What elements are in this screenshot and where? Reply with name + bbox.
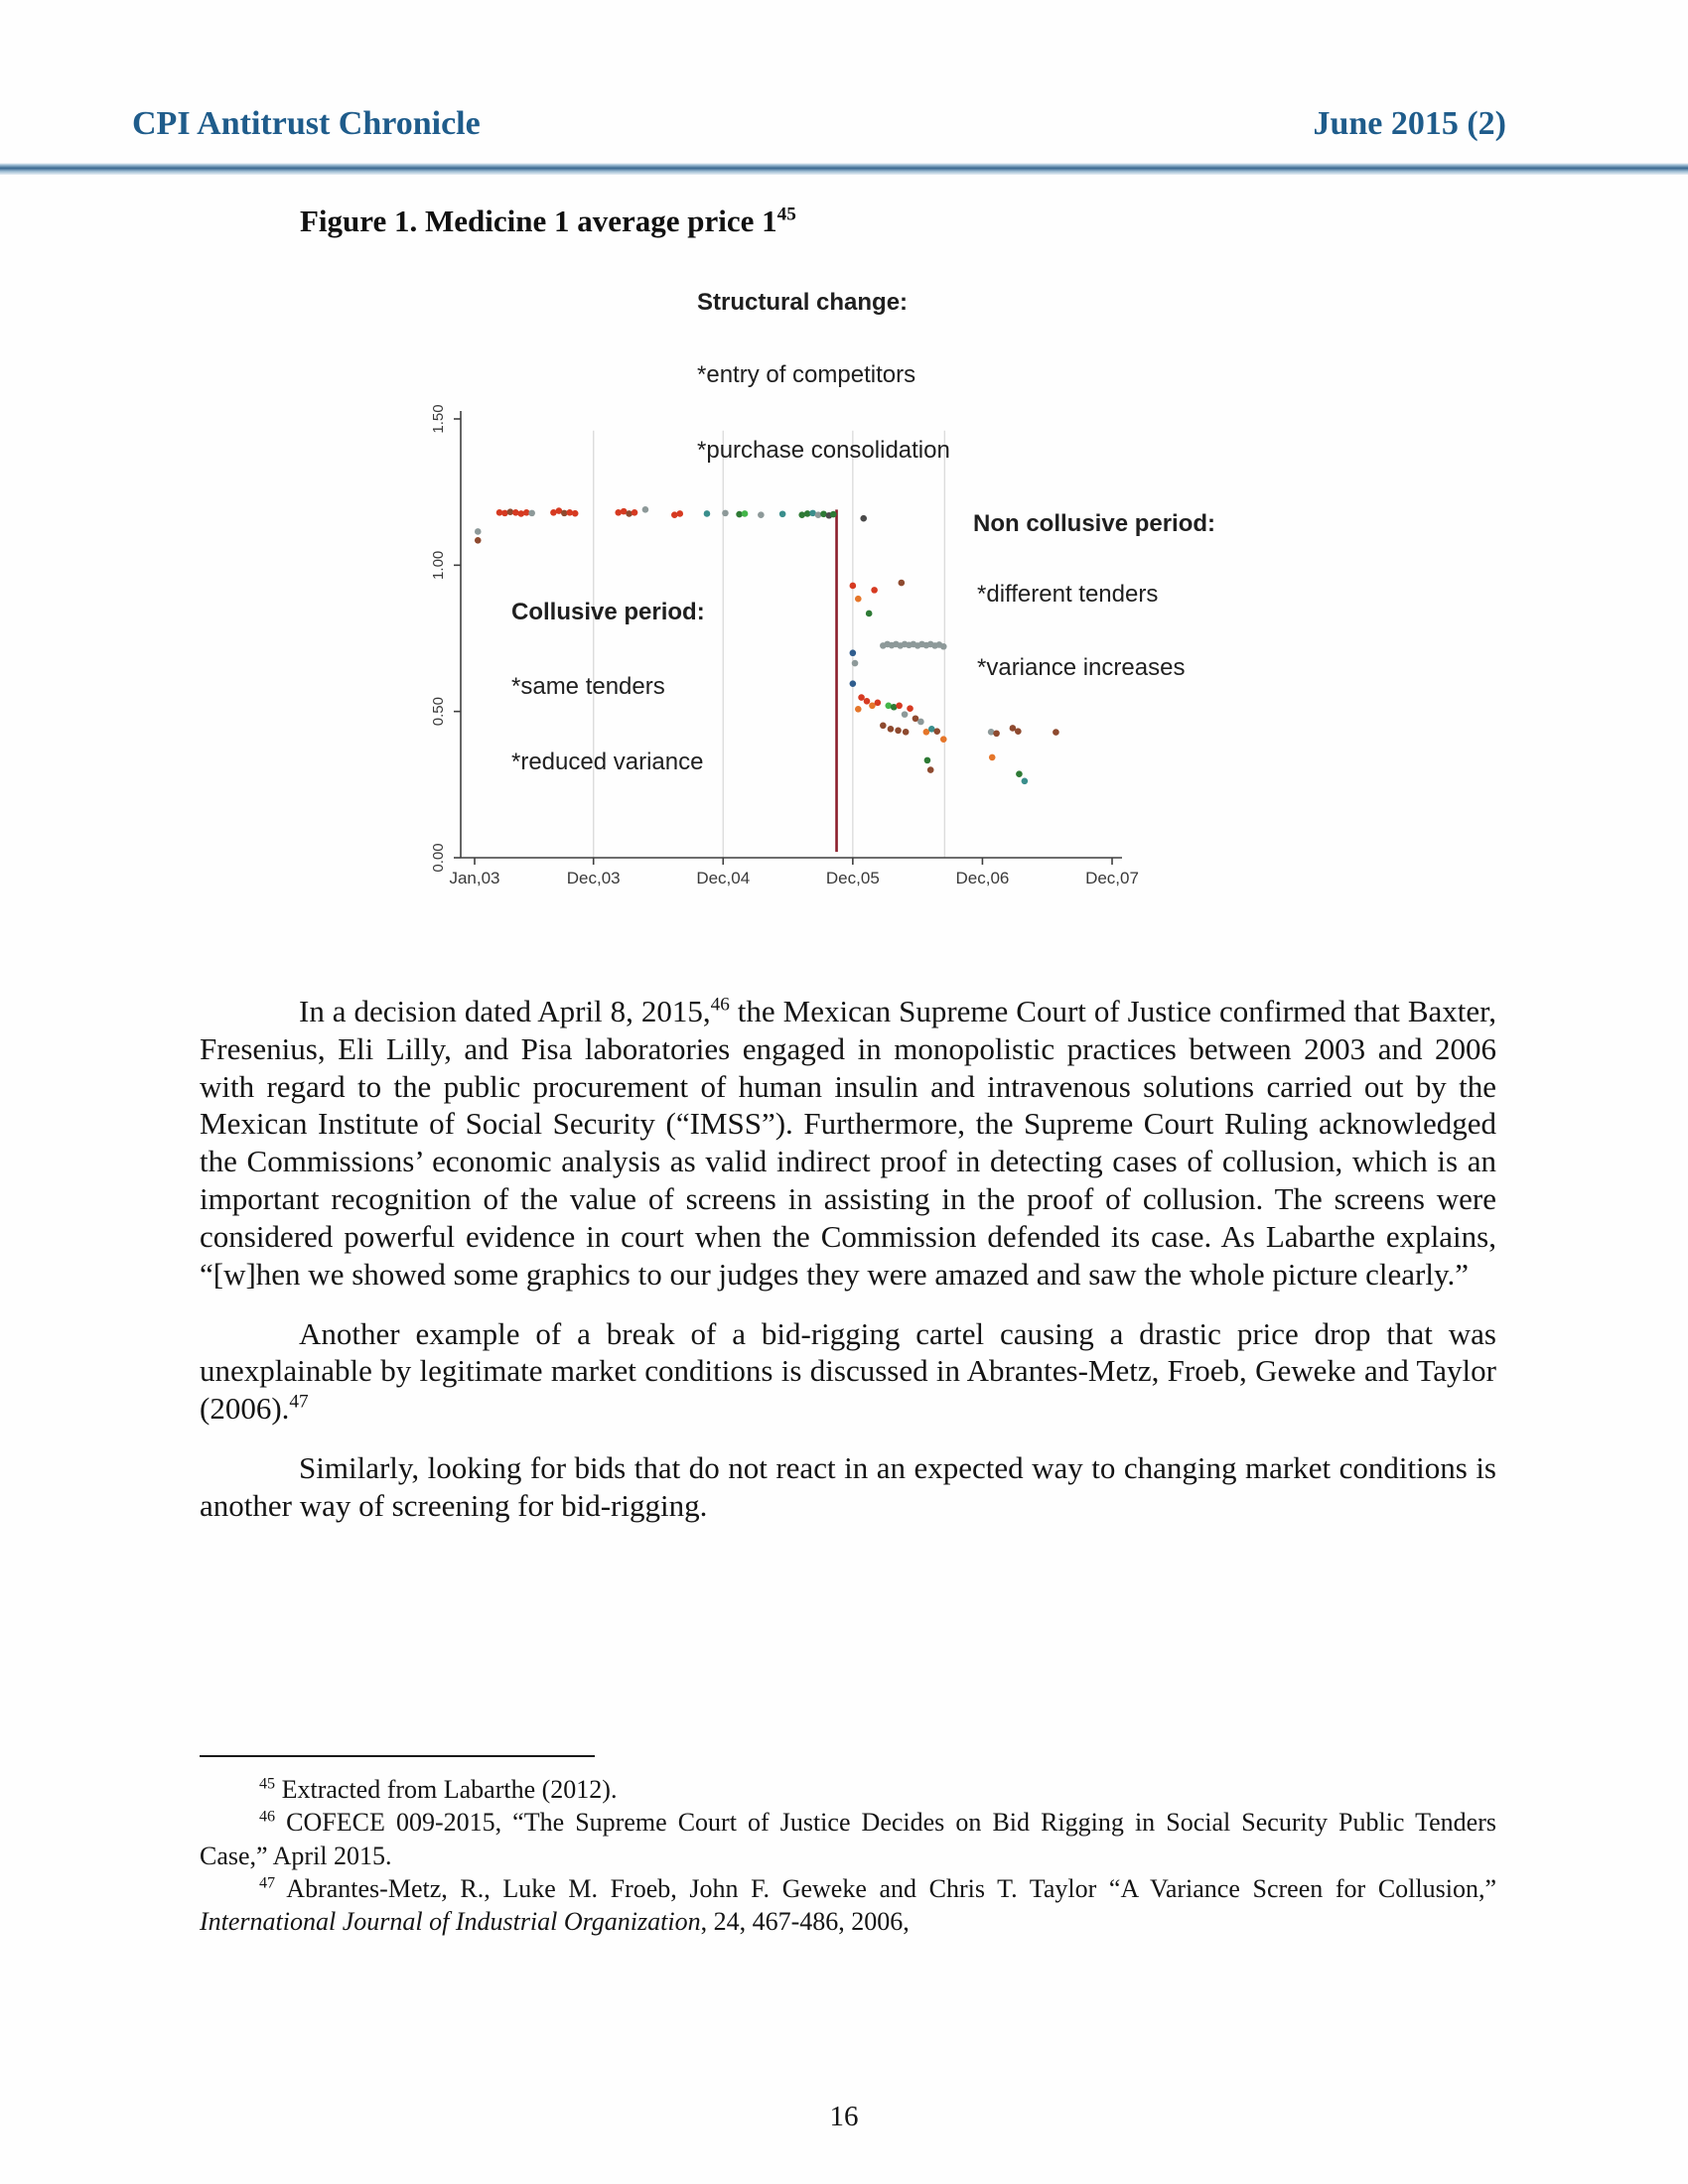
data-point bbox=[852, 660, 859, 667]
page-header bbox=[132, 105, 1506, 143]
data-point bbox=[779, 510, 786, 517]
data-point bbox=[1016, 770, 1023, 777]
data-point bbox=[903, 729, 910, 736]
data-point bbox=[907, 705, 914, 712]
y-tick-label: 1.50 bbox=[430, 404, 447, 434]
data-point bbox=[940, 643, 947, 650]
data-point bbox=[632, 509, 638, 516]
x-tick-label: Dec,05 bbox=[825, 869, 880, 887]
italic-text: International Journal of Industrial Organization bbox=[200, 1907, 701, 1937]
x-tick-label: Dec,03 bbox=[566, 869, 621, 887]
paragraph bbox=[200, 1449, 1496, 1525]
text-run: Abrantes-Metz, R., Luke M. Froeb, John F. Geweke and Chris T. Taylor “A Variance Screen for Collusion,” bbox=[275, 1873, 1496, 1903]
data-point bbox=[722, 510, 729, 517]
text-run: Extracted from Labarthe (2012). bbox=[275, 1775, 618, 1804]
data-point bbox=[528, 510, 535, 517]
data-point bbox=[615, 509, 622, 516]
data-point bbox=[875, 700, 882, 707]
data-point bbox=[850, 680, 857, 687]
data-point bbox=[993, 730, 1000, 737]
figure-1-chart bbox=[427, 263, 1216, 918]
x-tick-label: Dec,07 bbox=[1085, 869, 1139, 887]
body-text bbox=[200, 993, 1496, 1547]
chart-annotation: *entry of competitors bbox=[697, 361, 916, 388]
text-run: the Mexican Supreme Court of Justice confirmed that Baxter, Fresenius, Eli Lilly, and Pisa laboratories engaged in monopolistic practices between 2003 and 2006 with regard to the public procurement of human insulin and intravenous solutions carried out by the Mexican Institute of Social Security (“IMSS”). Furthermore, the Supreme Court Ruling acknowledged the Commissions’ economic analysis as valid indirect proof in detecting cases of collusion, which is an important recognition of the value of screens in assisting in the proof of collusion. The screens were considered powerful evidence in court when the Commission defended its case. As Labarthe explains, “[w]hen we showed some graphics to our judges they were amazed and saw the whole picture clearly.” bbox=[200, 994, 1496, 1292]
data-point bbox=[855, 706, 862, 713]
data-point bbox=[895, 728, 902, 735]
footnote-ref: 47 bbox=[289, 1391, 309, 1413]
y-tick-label: 1.00 bbox=[430, 550, 447, 580]
data-point bbox=[933, 728, 940, 735]
text-run: Similarly, looking for bids that do not react in an expected way to changing market conditions is another way of screening for bid-rigging. bbox=[200, 1449, 1496, 1523]
chart-annotation: Collusive period: bbox=[511, 599, 705, 625]
footnote bbox=[200, 1872, 1496, 1939]
x-tick-label: Dec,04 bbox=[696, 869, 751, 887]
data-point bbox=[917, 719, 924, 726]
publication-title: CPI Antitrust Chronicle bbox=[132, 105, 481, 142]
data-point bbox=[858, 694, 865, 701]
data-point bbox=[798, 511, 805, 518]
chart-annotation: *purchase consolidation bbox=[697, 437, 950, 464]
footnote-separator bbox=[200, 1755, 595, 1757]
data-point bbox=[902, 711, 909, 718]
data-point bbox=[927, 766, 934, 773]
chart-annotation: *reduced variance bbox=[511, 749, 704, 775]
footnote bbox=[200, 1773, 1496, 1806]
footnotes bbox=[200, 1755, 1496, 1938]
chart-annotation: *variance increases bbox=[977, 654, 1186, 681]
data-point bbox=[866, 611, 873, 617]
data-point bbox=[888, 726, 895, 733]
page-number: 16 bbox=[829, 2101, 859, 2132]
chart-annotation: *different tenders bbox=[977, 581, 1159, 608]
data-point bbox=[512, 509, 519, 516]
data-point bbox=[855, 596, 862, 603]
data-point bbox=[864, 698, 871, 705]
x-tick-label: Dec,06 bbox=[955, 869, 1010, 887]
data-point bbox=[758, 511, 765, 518]
data-point bbox=[671, 511, 678, 518]
footnote-list bbox=[200, 1773, 1496, 1938]
data-point bbox=[572, 510, 579, 517]
data-point bbox=[880, 723, 887, 730]
data-point bbox=[475, 537, 482, 544]
paragraph bbox=[200, 993, 1496, 1294]
data-point bbox=[896, 702, 903, 709]
data-point bbox=[850, 583, 857, 590]
y-tick-label: 0.00 bbox=[430, 843, 447, 873]
x-tick-label: Jan,03 bbox=[449, 869, 500, 887]
data-point bbox=[1022, 777, 1029, 784]
data-point bbox=[1015, 728, 1022, 735]
data-point bbox=[742, 510, 749, 517]
issue-date: June 2015 (2) bbox=[1313, 105, 1506, 142]
text-run: , 24, 467-486, 2006, bbox=[700, 1907, 910, 1937]
data-point bbox=[830, 511, 837, 518]
data-point bbox=[501, 510, 508, 517]
paragraph bbox=[200, 1315, 1496, 1428]
header-rule bbox=[0, 163, 1688, 175]
footnote bbox=[200, 1806, 1496, 1872]
y-tick-label: 0.50 bbox=[430, 697, 447, 727]
chart-annotation: Structural change: bbox=[697, 289, 909, 316]
data-point bbox=[899, 580, 906, 587]
data-point bbox=[871, 587, 878, 594]
data-point bbox=[704, 510, 711, 517]
data-point bbox=[626, 510, 633, 517]
data-point bbox=[642, 506, 649, 513]
data-point bbox=[676, 510, 683, 517]
chart-annotation: Non collusive period: bbox=[973, 510, 1216, 537]
data-point bbox=[850, 649, 857, 656]
footnote-ref: 46 bbox=[710, 994, 730, 1016]
chart-annotation: *same tenders bbox=[511, 673, 665, 700]
data-point bbox=[1053, 729, 1059, 736]
data-point bbox=[924, 757, 931, 764]
text-run: COFECE 009-2015, “The Supreme Court of Justice Decides on Bid Rigging in Social Security Public Tenders Case,” April 2015. bbox=[200, 1808, 1496, 1870]
figure-title bbox=[300, 204, 796, 239]
footnote-ref: 47 bbox=[259, 1874, 276, 1892]
footnote-ref: 46 bbox=[259, 1808, 276, 1826]
figure-title-text: Figure 1. Medicine 1 average price 1 bbox=[300, 204, 777, 238]
text-run: In a decision dated April 8, 2015, bbox=[299, 994, 711, 1028]
text-run: Another example of a break of a bid-rigging cartel causing a drastic price drop that was unexplainable by legitimate market conditions is discussed in Abrantes-Metz, Froeb, Geweke and Taylor (2006). bbox=[200, 1315, 1496, 1427]
data-point bbox=[475, 528, 482, 535]
data-point bbox=[940, 736, 947, 743]
data-point bbox=[989, 754, 996, 761]
figure-title-footnote-ref: 45 bbox=[776, 204, 796, 225]
footnote-ref: 45 bbox=[259, 1775, 276, 1793]
data-point bbox=[860, 515, 867, 522]
data-point bbox=[517, 510, 524, 517]
